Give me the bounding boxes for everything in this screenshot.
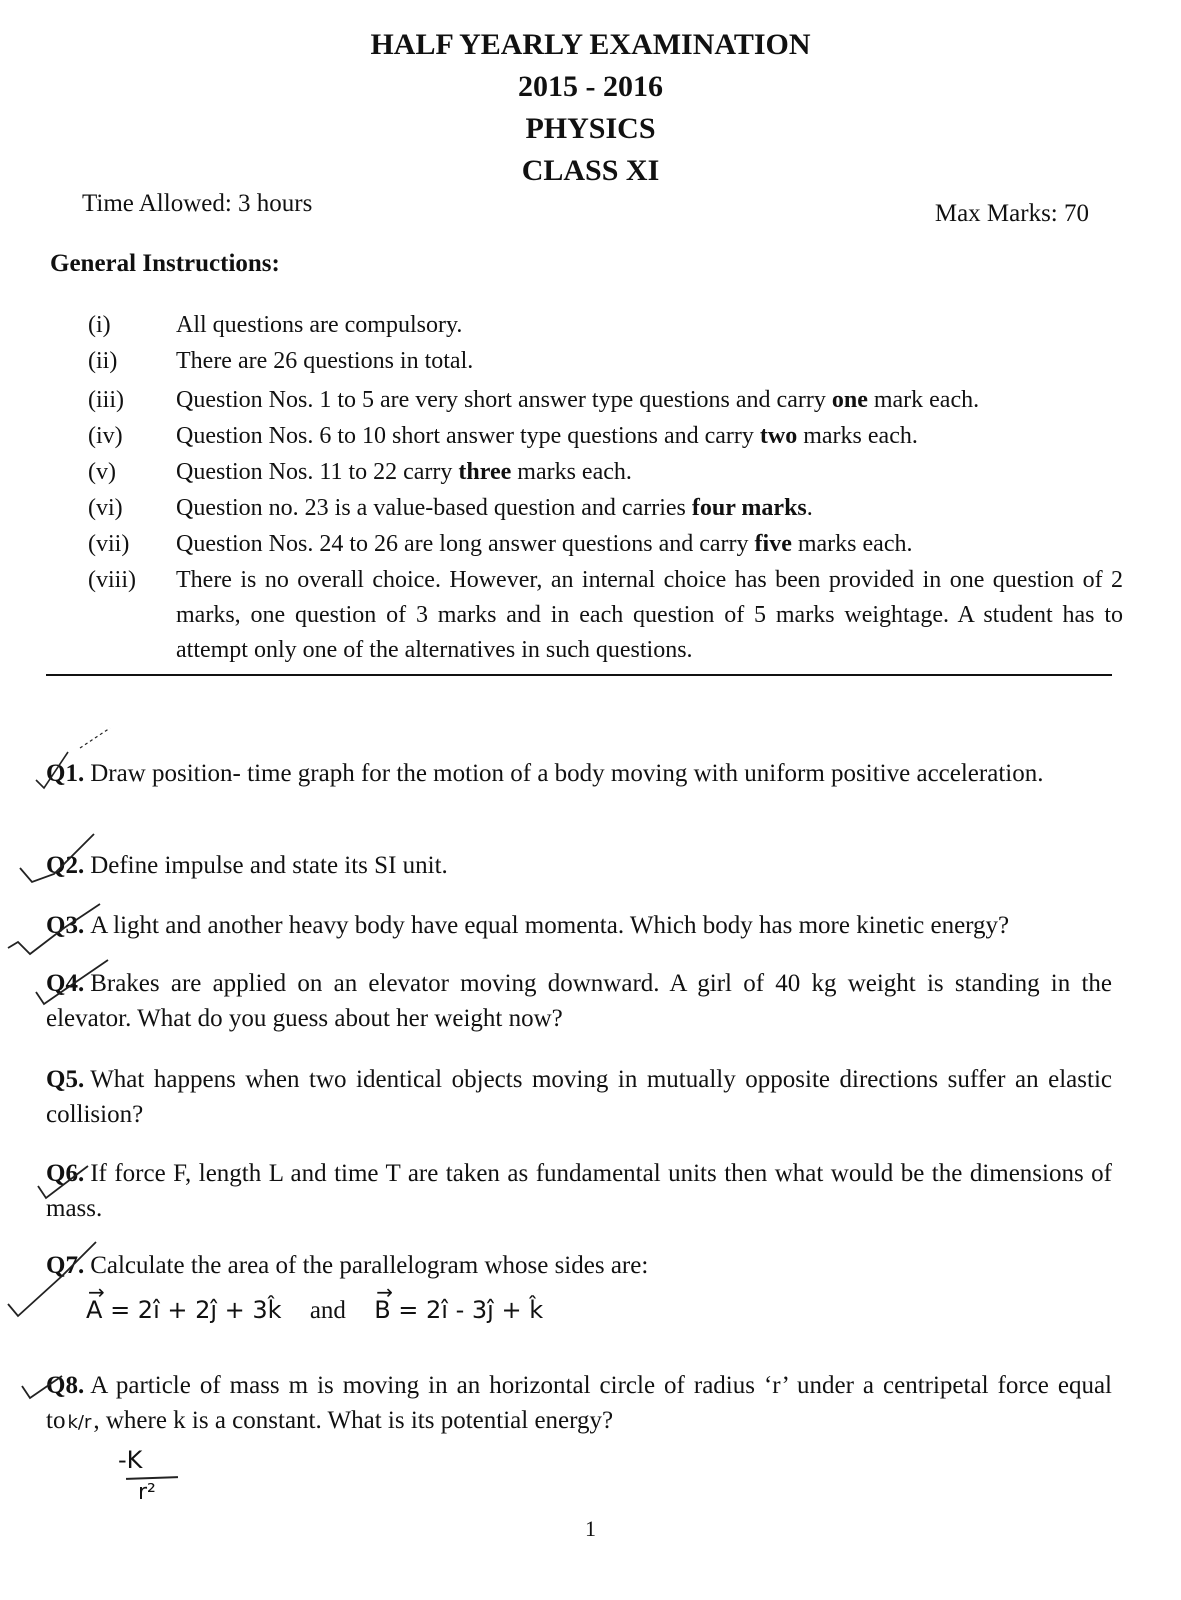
vector-arrow-icon: → bbox=[376, 1280, 393, 1304]
question-1 bbox=[46, 756, 1112, 791]
vector-b: → B bbox=[374, 1280, 393, 1324]
emphasis: three bbox=[458, 459, 512, 485]
question-text: If force F, length L and time T are taken as fundamental units then what would be the dimensions of mass. bbox=[46, 1160, 1112, 1222]
exam-title: HALF YEARLY EXAMINATION bbox=[370, 28, 811, 61]
tick-mark-icon bbox=[28, 722, 118, 792]
instruction-text: Question Nos. 1 to 5 are very short answer type questions and carry one mark each. bbox=[176, 387, 980, 413]
vector-conjunction: and bbox=[309, 1297, 346, 1324]
tick-mark-icon bbox=[18, 1362, 78, 1412]
instruction-item bbox=[88, 455, 1123, 490]
emphasis: five bbox=[754, 531, 792, 557]
q7-vectors bbox=[86, 1280, 544, 1325]
exam-year: 2015 - 2016 bbox=[518, 70, 663, 103]
instruction-text: Question Nos. 11 to 22 carry three marks each. bbox=[176, 459, 632, 485]
tick-mark-icon bbox=[32, 1146, 102, 1206]
instruction-item bbox=[88, 308, 1123, 343]
question-number: Q8. bbox=[46, 1372, 85, 1399]
instruction-item bbox=[88, 344, 1123, 379]
question-text-continued: , where k is a constant. What is its potential energy? bbox=[93, 1407, 614, 1434]
tick-mark-icon bbox=[14, 828, 114, 888]
time-allowed: Time Allowed: 3 hours bbox=[82, 190, 313, 217]
question-number: Q4. bbox=[46, 970, 85, 997]
instruction-text: There are 26 questions in total. bbox=[176, 348, 474, 374]
instruction-item bbox=[88, 383, 1123, 418]
instruction-number: (viii) bbox=[88, 567, 136, 593]
tick-mark-icon bbox=[30, 956, 120, 1016]
instruction-number: (vii) bbox=[88, 531, 130, 557]
handwritten-answer-denominator: r² bbox=[138, 1480, 156, 1505]
instruction-number: (i) bbox=[88, 312, 111, 338]
question-4 bbox=[46, 966, 1112, 1036]
instruction-text: Question no. 23 is a value-based question and carries four marks. bbox=[176, 495, 813, 521]
question-number: Q6. bbox=[46, 1160, 85, 1187]
instruction-text: Question Nos. 6 to 10 short answer type questions and carry two marks each. bbox=[176, 423, 918, 449]
question-number: Q3. bbox=[46, 912, 85, 939]
instruction-item bbox=[88, 563, 1123, 668]
question-text: Calculate the area of the parallelogram whose sides are: bbox=[90, 1252, 649, 1279]
question-text: A particle of mass m is moving in an horizontal circle of radius ‘r’ under a centripetal force equal to bbox=[46, 1372, 1112, 1434]
vector-a: → A bbox=[86, 1280, 105, 1324]
general-instructions-heading: General Instructions: bbox=[50, 250, 280, 277]
question-5 bbox=[46, 1062, 1112, 1132]
instruction-text: All questions are compulsory. bbox=[176, 312, 463, 338]
vector-b-components: = 2î - 3ĵ + k̂ bbox=[398, 1296, 544, 1324]
question-6 bbox=[46, 1156, 1112, 1226]
question-number: Q2. bbox=[46, 852, 85, 879]
question-text: Draw position- time graph for the motion of a body moving with uniform positive acceleration. bbox=[90, 760, 1044, 787]
instruction-number: (iii) bbox=[88, 387, 124, 413]
scribbled-formula: k/r bbox=[67, 1411, 92, 1433]
handwritten-answer-numerator: -K bbox=[118, 1446, 143, 1474]
exam-subject: PHYSICS bbox=[525, 112, 656, 145]
instruction-number: (vi) bbox=[88, 495, 123, 521]
instruction-item bbox=[88, 491, 1123, 526]
emphasis: one bbox=[831, 387, 868, 413]
question-2 bbox=[46, 848, 1112, 883]
question-text: Brakes are applied on an elevator moving downward. A girl of 40 kg weight is standing in the elevator. What do you guess about her weight now? bbox=[46, 970, 1112, 1032]
instruction-number: (ii) bbox=[88, 348, 118, 374]
question-8 bbox=[46, 1368, 1112, 1440]
question-7 bbox=[46, 1248, 1112, 1283]
section-divider bbox=[46, 674, 1112, 676]
vector-arrow-icon: → bbox=[88, 1280, 105, 1304]
instruction-number: (v) bbox=[88, 459, 116, 485]
max-marks: Max Marks: 70 bbox=[934, 200, 1089, 227]
instruction-text: There is no overall choice. However, an internal choice has been provided in one question of 2 marks, one question of 3 marks and in each question of 5 marks weightage. A student has to attempt only one of the alternatives in such questions. bbox=[176, 567, 1123, 663]
question-text: A light and another heavy body have equal momenta. Which body has more kinetic energy? bbox=[90, 912, 1010, 939]
emphasis: four marks bbox=[691, 495, 807, 521]
question-3 bbox=[46, 908, 1112, 943]
question-text: What happens when two identical objects moving in mutually opposite directions suffer an elastic collision? bbox=[46, 1066, 1112, 1128]
question-number: Q5. bbox=[46, 1066, 85, 1093]
exam-class: CLASS XI bbox=[521, 154, 660, 187]
question-text: Define impulse and state its SI unit. bbox=[90, 852, 448, 879]
instruction-number: (iv) bbox=[88, 423, 123, 449]
page-number: 1 bbox=[585, 1516, 596, 1541]
emphasis: two bbox=[759, 423, 798, 449]
vector-a-components: = 2î + 2ĵ + 3k̂ bbox=[110, 1296, 282, 1324]
instruction-text: Question Nos. 24 to 26 are long answer questions and carry five marks each. bbox=[176, 531, 913, 557]
tick-mark-icon bbox=[4, 1236, 104, 1326]
question-number: Q1. bbox=[46, 760, 85, 787]
question-number: Q7. bbox=[46, 1252, 85, 1279]
instruction-item bbox=[88, 419, 1123, 454]
instruction-item bbox=[88, 527, 1123, 562]
